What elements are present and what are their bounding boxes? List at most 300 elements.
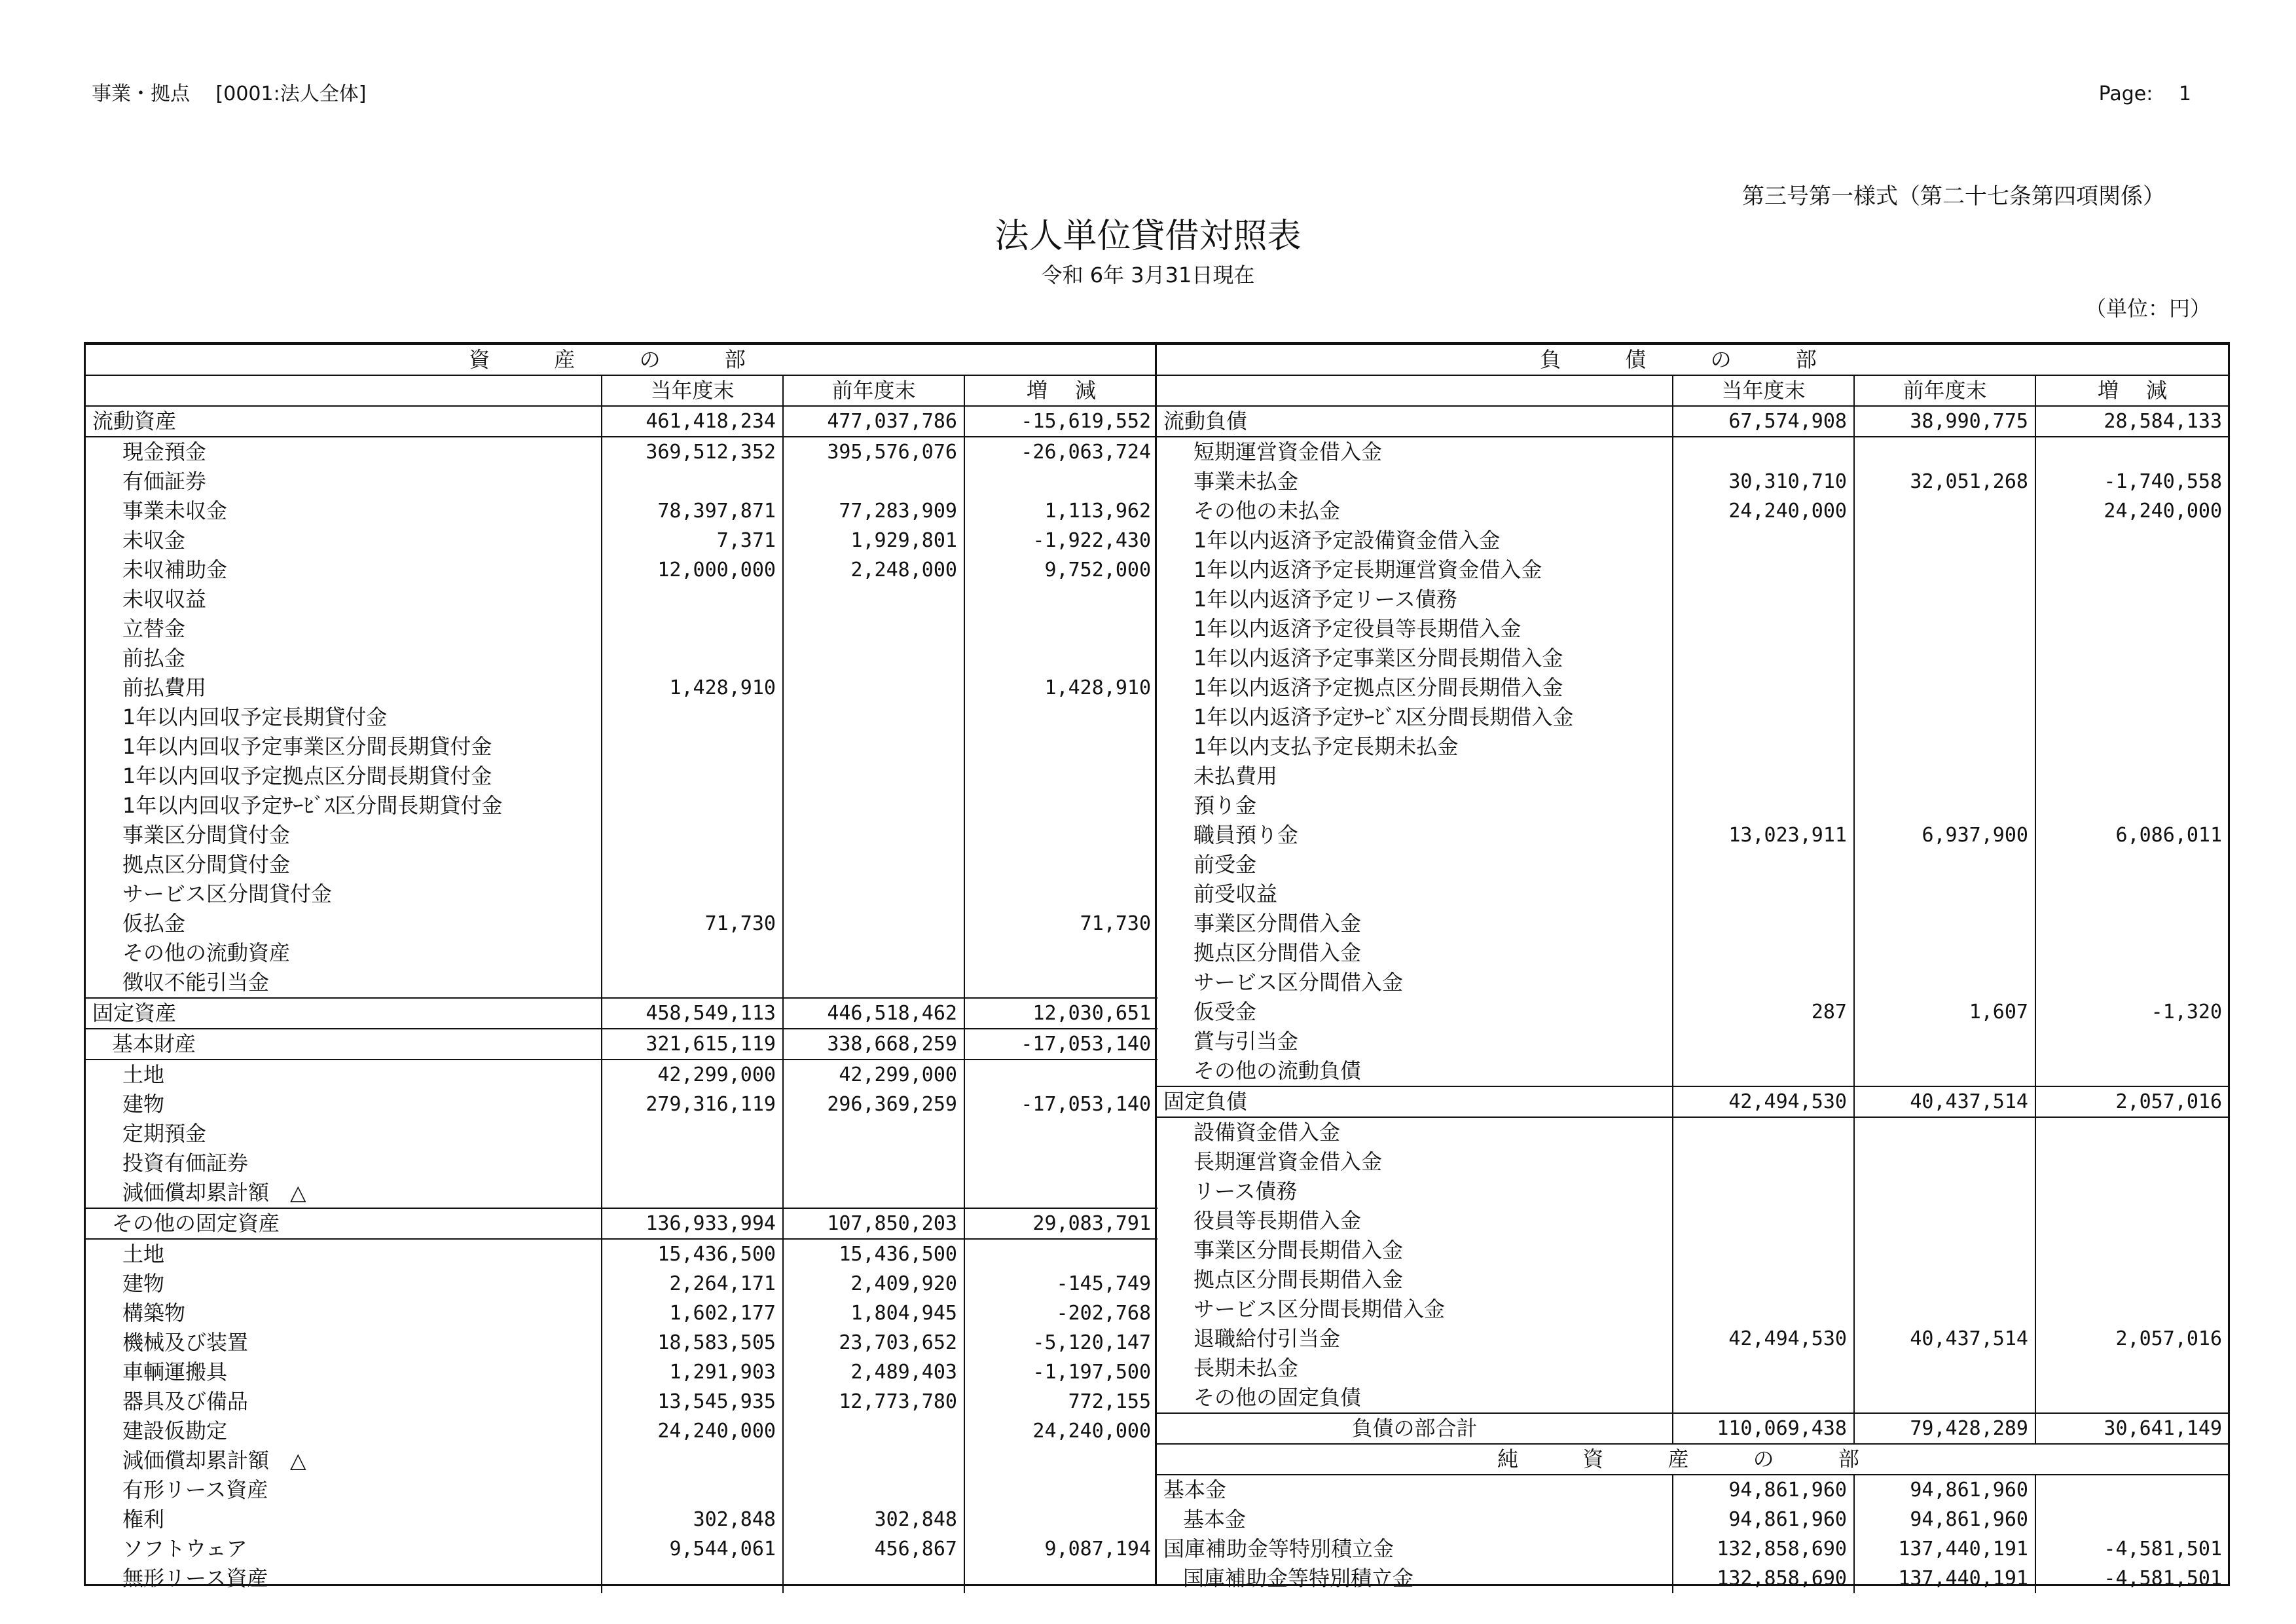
row-label: ソフトウェア (122, 1536, 247, 1561)
table-row (1157, 732, 2229, 762)
current-value (602, 614, 783, 644)
previous-value: 2,489,403 (783, 1357, 964, 1387)
table-row (1157, 1117, 2229, 1147)
current-value (1673, 703, 1854, 732)
col-label-header (86, 375, 602, 406)
previous-value: 456,867 (783, 1534, 964, 1564)
current-value: 132,858,690 (1673, 1534, 1854, 1564)
change-value (2035, 1236, 2229, 1265)
current-value: 30,310,710 (1673, 467, 1854, 496)
previous-value (783, 1446, 964, 1475)
previous-value (1854, 555, 2035, 585)
change-value (964, 732, 1157, 762)
change-value (2035, 1206, 2229, 1236)
previous-value: 42,299,000 (783, 1060, 964, 1090)
previous-value (1854, 437, 2035, 467)
row-label: 退職給付引当金 (1194, 1326, 1341, 1351)
change-value (2035, 585, 2229, 614)
previous-value: 94,861,960 (1854, 1475, 2035, 1505)
current-value (1673, 1147, 1854, 1177)
change-value (964, 791, 1157, 821)
current-value (1673, 1295, 1854, 1324)
balance-sheet (84, 342, 2230, 1591)
change-value (2035, 703, 2229, 732)
row-label: 固定負債 (1157, 1086, 1673, 1117)
current-value: 1,602,177 (602, 1299, 783, 1328)
previous-value (783, 762, 964, 791)
current-value: 42,494,530 (1673, 1086, 1854, 1117)
row-label: 立替金 (122, 616, 186, 641)
previous-value: 38,990,775 (1854, 406, 2035, 437)
current-value: 94,861,960 (1673, 1505, 1854, 1534)
change-value (2035, 1354, 2229, 1383)
change-value: 6,086,011 (2035, 821, 2229, 850)
row-label: 1年以内回収予定事業区分間長期貸付金 (122, 734, 492, 759)
change-value (964, 1178, 1157, 1208)
previous-value: 79,428,289 (1854, 1413, 2035, 1444)
row-label: 基本金 (1183, 1507, 1247, 1532)
row-label: 事業未収金 (122, 498, 228, 523)
table-row (86, 555, 1157, 585)
row-label: 減価償却累計額 △ (122, 1448, 306, 1473)
liabilities-half (1157, 344, 2228, 1591)
row-label: 事業区分間貸付金 (122, 822, 291, 847)
current-value: 18,583,505 (602, 1328, 783, 1357)
table-row (1157, 821, 2229, 850)
current-value (602, 585, 783, 614)
previous-value: 296,369,259 (783, 1090, 964, 1119)
previous-value (783, 1119, 964, 1149)
current-value (1673, 968, 1854, 997)
table-row (86, 1149, 1157, 1178)
current-value: 13,545,935 (602, 1387, 783, 1416)
change-value: -15,619,552 (964, 406, 1157, 437)
current-value: 369,512,352 (602, 437, 783, 467)
change-value (2035, 644, 2229, 673)
table-row (86, 1505, 1157, 1534)
table-row (1157, 673, 2229, 703)
table-row (86, 1299, 1157, 1328)
current-value: 94,861,960 (1673, 1475, 1854, 1505)
table-row (86, 762, 1157, 791)
change-value: -1,740,558 (2035, 467, 2229, 496)
row-label: 車輌運搬具 (122, 1359, 228, 1384)
current-value: 12,000,000 (602, 555, 783, 585)
change-value: 30,641,149 (2035, 1413, 2229, 1444)
previous-value (783, 1564, 964, 1593)
table-row (1157, 1324, 2229, 1354)
current-value (1673, 1236, 1854, 1265)
row-label: 器具及び備品 (122, 1389, 249, 1414)
change-value (2035, 1505, 2229, 1534)
previous-value: 395,576,076 (783, 437, 964, 467)
row-label: 有価証券 (122, 469, 207, 494)
previous-value: 40,437,514 (1854, 1324, 2035, 1354)
change-value: 24,240,000 (964, 1416, 1157, 1446)
current-value (602, 1149, 783, 1178)
current-value (602, 1119, 783, 1149)
change-value: 772,155 (964, 1387, 1157, 1416)
previous-value (783, 1149, 964, 1178)
unit-label: （単位：円） (2085, 296, 2211, 321)
table-row (86, 496, 1157, 526)
current-value: 7,371 (602, 526, 783, 555)
previous-value: 477,037,786 (783, 406, 964, 437)
table-row (1157, 762, 2229, 791)
previous-value: 94,861,960 (1854, 1505, 2035, 1534)
current-value: 321,615,119 (602, 1029, 783, 1060)
current-value (602, 644, 783, 673)
table-row (86, 791, 1157, 821)
current-value: 2,264,171 (602, 1269, 783, 1299)
row-label: 負債の部合計 (1157, 1413, 1673, 1444)
current-value (1673, 1206, 1854, 1236)
previous-value (783, 1416, 964, 1446)
row-label: 未収金 (122, 528, 186, 553)
change-value (964, 1119, 1157, 1149)
table-row (86, 614, 1157, 644)
row-label: 職員預り金 (1194, 822, 1299, 847)
previous-value (783, 585, 964, 614)
row-label: 前受収益 (1194, 881, 1278, 906)
net-assets-section-header-label: 純 資 産 の 部 (1157, 1444, 2229, 1475)
row-label: 機械及び装置 (122, 1330, 249, 1355)
table-row (86, 1208, 1157, 1239)
row-label: 減価償却累計額 △ (86, 1178, 602, 1208)
current-value (602, 968, 783, 998)
current-value: 15,436,500 (602, 1239, 783, 1269)
table-row (86, 1269, 1157, 1299)
assets-table (86, 344, 1157, 1593)
row-label: 基本財産 (86, 1029, 602, 1060)
change-value (964, 1505, 1157, 1534)
current-value (1673, 1177, 1854, 1206)
change-value (2035, 879, 2229, 909)
row-label: 未収補助金 (122, 557, 228, 582)
row-label: 1年以内返済予定ｻｰﾋﾞｽ区分間長期借入金 (1194, 705, 1574, 729)
change-value: 12,030,651 (964, 998, 1157, 1029)
previous-value (783, 1178, 964, 1208)
table-row (1157, 1354, 2229, 1383)
change-value (964, 614, 1157, 644)
previous-value (1854, 496, 2035, 526)
current-value (1673, 909, 1854, 938)
table-row (86, 968, 1157, 998)
previous-value: 302,848 (783, 1505, 964, 1534)
previous-value (1854, 762, 2035, 791)
current-value (1673, 644, 1854, 673)
row-label: 前払費用 (122, 675, 207, 700)
current-value (602, 732, 783, 762)
page-number: Page: 1 (2098, 83, 2191, 105)
table-row (86, 1564, 1157, 1593)
current-value (602, 1178, 783, 1208)
table-row (86, 1029, 1157, 1060)
current-value: 302,848 (602, 1505, 783, 1534)
current-value: 9,544,061 (602, 1534, 783, 1564)
row-label: 預り金 (1194, 793, 1257, 818)
change-value (2035, 1383, 2229, 1413)
previous-value (1854, 909, 2035, 938)
row-label: 土地 (122, 1242, 165, 1266)
row-label: 権利 (122, 1507, 165, 1532)
previous-value (1854, 968, 2035, 997)
table-row (1157, 1534, 2229, 1564)
row-label: 基本金 (1163, 1477, 1227, 1502)
change-value (2035, 762, 2229, 791)
row-label: 建物 (122, 1271, 165, 1296)
assets-section-header-label: 資 産 の 部 (86, 344, 1157, 375)
previous-value (783, 821, 964, 850)
previous-value: 1,929,801 (783, 526, 964, 555)
table-row (1157, 1027, 2229, 1056)
previous-value (1854, 791, 2035, 821)
table-row (1157, 1236, 2229, 1265)
liabilities-column-header (1157, 375, 2229, 406)
row-label: 1年以内返済予定長期運営資金借入金 (1194, 557, 1542, 582)
previous-value (1854, 673, 2035, 703)
current-value (602, 821, 783, 850)
row-label: 仮払金 (122, 911, 186, 936)
current-value (602, 1475, 783, 1505)
current-value (1673, 1383, 1854, 1413)
change-value: 2,057,016 (2035, 1086, 2229, 1117)
row-label: 役員等長期借入金 (1194, 1208, 1362, 1233)
previous-value: 2,248,000 (783, 555, 964, 585)
row-label: サービス区分間借入金 (1194, 970, 1404, 995)
previous-value: 77,283,909 (783, 496, 964, 526)
current-value (1673, 526, 1854, 555)
current-value (1673, 938, 1854, 968)
change-value (2035, 1295, 2229, 1324)
table-row (86, 585, 1157, 614)
table-row (1157, 1564, 2229, 1593)
previous-value (1854, 614, 2035, 644)
current-value (1673, 732, 1854, 762)
change-value: -202,768 (964, 1299, 1157, 1328)
row-label: 建設仮勘定 (122, 1418, 228, 1443)
table-row (86, 732, 1157, 762)
previous-value (783, 703, 964, 732)
row-label: 定期預金 (122, 1121, 207, 1146)
current-value: 42,299,000 (602, 1060, 783, 1090)
current-value (1673, 762, 1854, 791)
change-value (2035, 791, 2229, 821)
table-row (86, 1090, 1157, 1119)
previous-value (1854, 1147, 2035, 1177)
row-label: 未収収益 (122, 587, 207, 612)
current-value (1673, 555, 1854, 585)
change-value (964, 1060, 1157, 1090)
row-label: 建物 (122, 1092, 165, 1116)
table-row (1157, 406, 2229, 437)
previous-value (1854, 1056, 2035, 1086)
row-label: その他の固定負債 (1157, 1383, 1673, 1413)
assets-section-header (86, 344, 1157, 375)
previous-value (1854, 1354, 2035, 1383)
table-row (1157, 1056, 2229, 1086)
previous-value: 2,409,920 (783, 1269, 964, 1299)
row-label: 1年以内返済予定リース債務 (1194, 587, 1457, 612)
table-row (86, 1060, 1157, 1090)
change-value (964, 585, 1157, 614)
change-value: -17,053,140 (964, 1029, 1157, 1060)
row-label: 設備資金借入金 (1194, 1120, 1341, 1145)
current-value: 13,023,911 (1673, 821, 1854, 850)
row-label: 国庫補助金等特別積立金 (1163, 1536, 1394, 1561)
row-label: 事業区分間長期借入金 (1194, 1238, 1404, 1263)
row-label: 1年以内返済予定役員等長期借入金 (1194, 616, 1522, 641)
liabilities-section-header-label: 負 債 の 部 (1157, 344, 2229, 375)
previous-value (1854, 938, 2035, 968)
change-value (964, 968, 1157, 998)
assets-column-header (86, 375, 1157, 406)
previous-value (1854, 1117, 2035, 1147)
row-label: 投資有価証券 (122, 1151, 249, 1175)
table-row (86, 821, 1157, 850)
table-row (86, 644, 1157, 673)
row-label: 前受金 (1194, 852, 1257, 877)
change-value: 9,752,000 (964, 555, 1157, 585)
table-row (86, 1328, 1157, 1357)
current-value: 132,858,690 (1673, 1564, 1854, 1593)
document-title: 法人単位貸借対照表 (994, 217, 1302, 256)
previous-value (1854, 732, 2035, 762)
previous-value (1854, 703, 2035, 732)
row-label: サービス区分間貸付金 (122, 881, 333, 906)
table-row (1157, 703, 2229, 732)
table-row (1157, 1383, 2229, 1413)
change-value (964, 467, 1157, 496)
current-value (602, 467, 783, 496)
current-value: 1,428,910 (602, 673, 783, 703)
current-value (602, 879, 783, 909)
change-value: -17,053,140 (964, 1090, 1157, 1119)
previous-value (783, 673, 964, 703)
table-row (86, 1475, 1157, 1505)
current-value (602, 850, 783, 879)
change-value: 71,730 (964, 909, 1157, 938)
previous-value (783, 909, 964, 938)
previous-value: 15,436,500 (783, 1239, 964, 1269)
previous-value (1854, 850, 2035, 879)
current-value (1673, 1265, 1854, 1295)
previous-value (1854, 879, 2035, 909)
table-row (1157, 467, 2229, 496)
previous-value: 1,607 (1854, 997, 2035, 1027)
previous-value (783, 644, 964, 673)
table-row (1157, 585, 2229, 614)
liabilities-section-header (1157, 344, 2229, 375)
change-value (964, 1564, 1157, 1593)
previous-value (783, 467, 964, 496)
change-value (2035, 526, 2229, 555)
previous-value (1854, 585, 2035, 614)
table-row (86, 909, 1157, 938)
change-value (964, 1149, 1157, 1178)
previous-value (1854, 1236, 2035, 1265)
change-value: -1,320 (2035, 997, 2229, 1027)
table-row (1157, 1086, 2229, 1117)
table-row (86, 1178, 1157, 1208)
table-row (86, 1416, 1157, 1446)
previous-value: 32,051,268 (1854, 467, 2035, 496)
col-change-header: 増 減 (2035, 375, 2229, 406)
change-value: 1,113,962 (964, 496, 1157, 526)
previous-value (1854, 526, 2035, 555)
change-value (2035, 1265, 2229, 1295)
change-value: -145,749 (964, 1269, 1157, 1299)
row-label: 流動負債 (1157, 406, 1673, 437)
row-label: 短期運営資金借入金 (1194, 439, 1383, 464)
row-label: 構築物 (122, 1301, 186, 1325)
current-value: 24,240,000 (602, 1416, 783, 1446)
change-value (2035, 673, 2229, 703)
change-value: 24,240,000 (2035, 496, 2229, 526)
table-row (1157, 555, 2229, 585)
table-row (1157, 1147, 2229, 1177)
previous-value: 446,518,462 (783, 998, 964, 1029)
net-assets-section-header (1157, 1444, 2229, 1475)
row-label: サービス区分間長期借入金 (1194, 1297, 1446, 1321)
row-label: 1年以内回収予定ｻｰﾋﾞｽ区分間長期貸付金 (122, 793, 503, 818)
row-label: 長期運営資金借入金 (1194, 1149, 1383, 1174)
previous-value (783, 968, 964, 998)
previous-value (783, 1475, 964, 1505)
table-row (86, 437, 1157, 467)
change-value (2035, 1475, 2229, 1505)
table-row (1157, 614, 2229, 644)
row-label: 1年以内返済予定事業区分間長期借入金 (1194, 646, 1563, 671)
row-label: その他の未払金 (1194, 498, 1341, 523)
table-row (86, 1387, 1157, 1416)
col-previous-header: 前年度末 (783, 375, 964, 406)
change-value (964, 1475, 1157, 1505)
table-row (86, 673, 1157, 703)
table-row (1157, 1265, 2229, 1295)
row-label: 1年以内支払予定長期未払金 (1194, 734, 1459, 759)
current-value (1673, 1117, 1854, 1147)
row-label: 国庫補助金等特別積立金 (1183, 1566, 1414, 1591)
current-value: 42,494,530 (1673, 1324, 1854, 1354)
previous-value: 338,668,259 (783, 1029, 964, 1060)
table-row (86, 1119, 1157, 1149)
current-value (1673, 1056, 1854, 1086)
table-row (1157, 437, 2229, 467)
table-row (1157, 850, 2229, 879)
row-label: 1年以内回収予定拠点区分間長期貸付金 (122, 764, 492, 788)
previous-value: 6,937,900 (1854, 821, 2035, 850)
change-value: -5,120,147 (964, 1328, 1157, 1357)
change-value: -4,581,501 (2035, 1534, 2229, 1564)
previous-value (783, 614, 964, 644)
row-label: 1年以内回収予定長期貸付金 (122, 705, 388, 729)
table-row (1157, 1475, 2229, 1505)
table-row (86, 1357, 1157, 1387)
current-value (1673, 585, 1854, 614)
liabilities-table (1157, 344, 2229, 1593)
current-value: 461,418,234 (602, 406, 783, 437)
row-label: リース債務 (1194, 1179, 1298, 1204)
row-label: 拠点区分間貸付金 (122, 852, 291, 877)
current-value: 136,933,994 (602, 1208, 783, 1239)
change-value (2035, 909, 2229, 938)
table-row (1157, 1206, 2229, 1236)
previous-value: 137,440,191 (1854, 1564, 2035, 1593)
row-label: 拠点区分間借入金 (1194, 940, 1362, 965)
as-of-date: 令和 6年 3月31日現在 (1041, 263, 1255, 287)
previous-value (783, 938, 964, 968)
